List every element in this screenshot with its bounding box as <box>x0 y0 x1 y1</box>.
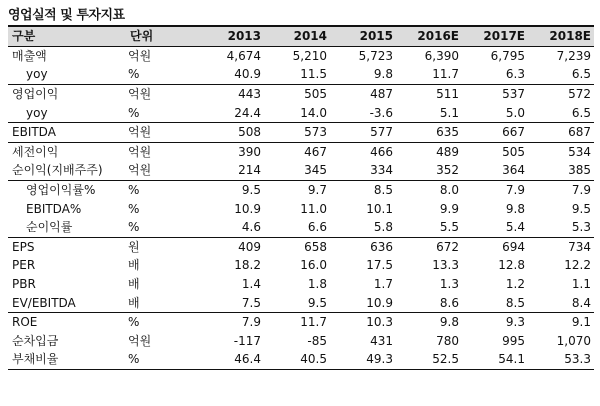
row-value: 734 <box>528 237 594 256</box>
row-value: 49.3 <box>330 350 396 369</box>
row-value: 489 <box>396 142 462 161</box>
row-value: 577 <box>330 122 396 142</box>
row-unit: % <box>126 312 198 331</box>
row-value: 1.2 <box>505 277 525 292</box>
row-value: 10.1 <box>366 201 393 216</box>
row-value: 8.5 <box>505 295 525 310</box>
row-unit: % <box>128 105 140 120</box>
row-value: 390 <box>198 142 264 161</box>
row-value: 1.7 <box>373 277 393 292</box>
row-value: 40.9 <box>234 67 261 82</box>
row-value: 334 <box>370 163 393 178</box>
row-value: 53.3 <box>528 350 594 369</box>
row-value: 12.8 <box>498 258 525 273</box>
row-value: 12.2 <box>564 258 591 273</box>
table-row <box>8 46 594 65</box>
row-value: 7.9 <box>198 312 264 331</box>
table-row <box>8 332 594 351</box>
row-label: 영업이익 <box>8 84 126 103</box>
row-value: 508 <box>198 122 264 142</box>
row-unit: 억원 <box>126 142 198 161</box>
table-row <box>8 161 594 180</box>
row-value: 7.9 <box>462 180 528 199</box>
header-year: 2014 <box>264 26 330 46</box>
row-unit: 억원 <box>128 48 152 63</box>
row-label: EPS <box>8 237 126 256</box>
row-value: 6.5 <box>571 105 591 120</box>
row-value: 11.7 <box>264 312 330 331</box>
row-unit: 억원 <box>128 163 152 178</box>
table-row <box>8 293 594 312</box>
row-value: 214 <box>238 163 261 178</box>
row-unit: % <box>128 220 140 235</box>
row-label: EBITDA <box>8 122 126 142</box>
row-label: 순이익(지배주주) <box>12 163 103 178</box>
row-unit: % <box>128 201 140 216</box>
row-label: PER <box>12 258 36 273</box>
row-value: 7,239 <box>556 48 591 63</box>
row-unit: 억원 <box>126 84 198 103</box>
row-value: 13.3 <box>432 258 459 273</box>
table-row <box>8 199 594 218</box>
row-value: 10.3 <box>330 312 396 331</box>
row-value: 385 <box>568 163 591 178</box>
table-row <box>8 237 594 256</box>
row-unit: 배 <box>128 258 140 273</box>
row-value: 6.6 <box>307 220 327 235</box>
row-value: 364 <box>502 163 525 178</box>
row-value: 443 <box>198 84 264 103</box>
table-row <box>8 180 594 199</box>
row-value: 431 <box>370 333 393 348</box>
row-label: yoy <box>26 67 48 82</box>
table-row <box>8 122 594 142</box>
row-value: 8.0 <box>396 180 462 199</box>
row-value: 5.1 <box>439 105 459 120</box>
row-value: 635 <box>396 122 462 142</box>
row-value: 52.5 <box>396 350 462 369</box>
row-value: 17.5 <box>366 258 393 273</box>
table-row <box>8 312 594 331</box>
table-body <box>8 46 594 369</box>
table-row <box>8 142 594 161</box>
row-unit: 억원 <box>128 333 152 348</box>
header-year: 2016E <box>396 26 462 46</box>
row-value: 14.0 <box>300 105 327 120</box>
header-year: 2017E <box>462 26 528 46</box>
row-value: 9.1 <box>528 312 594 331</box>
row-value: -85 <box>307 333 327 348</box>
row-value: 687 <box>528 122 594 142</box>
header-year: 2015 <box>330 26 396 46</box>
row-value: 573 <box>264 122 330 142</box>
row-value: 8.4 <box>571 295 591 310</box>
row-value: 572 <box>528 84 594 103</box>
row-value: 5.8 <box>373 220 393 235</box>
row-label: 영업이익률% <box>8 180 126 199</box>
row-value: 6.3 <box>505 67 525 82</box>
row-label: EBITDA% <box>26 201 82 216</box>
row-value: 505 <box>264 84 330 103</box>
row-value: 1.8 <box>307 277 327 292</box>
row-value: 658 <box>264 237 330 256</box>
row-value: 9.8 <box>505 201 525 216</box>
row-value: 11.0 <box>300 201 327 216</box>
table-row <box>8 218 594 237</box>
row-value: 18.2 <box>234 258 261 273</box>
row-value: 409 <box>198 237 264 256</box>
header-row <box>8 26 594 46</box>
row-value: 6,795 <box>490 48 525 63</box>
row-value: 4.6 <box>241 220 261 235</box>
header-year: 2013 <box>198 26 264 46</box>
row-value: 5,210 <box>292 48 327 63</box>
row-value: 7.9 <box>528 180 594 199</box>
row-value: 537 <box>462 84 528 103</box>
row-value: 9.7 <box>264 180 330 199</box>
row-label: ROE <box>8 312 126 331</box>
row-value: 46.4 <box>198 350 264 369</box>
row-label: yoy <box>26 105 48 120</box>
row-label: PBR <box>12 277 36 292</box>
header-unit: 단위 <box>126 26 198 46</box>
row-value: 672 <box>396 237 462 256</box>
row-value: 8.6 <box>439 295 459 310</box>
row-value: 54.1 <box>462 350 528 369</box>
row-value: 667 <box>462 122 528 142</box>
row-value: 9.9 <box>439 201 459 216</box>
table-row <box>8 350 594 369</box>
row-value: 9.8 <box>396 312 462 331</box>
financial-table <box>8 25 594 370</box>
row-unit: % <box>126 180 198 199</box>
row-value: -117 <box>233 333 261 348</box>
row-value: 4,674 <box>226 48 261 63</box>
row-value: 511 <box>396 84 462 103</box>
row-value: 1.4 <box>241 277 261 292</box>
row-unit: 원 <box>126 237 198 256</box>
row-label: EV/EBITDA <box>12 295 76 310</box>
row-value: 534 <box>528 142 594 161</box>
row-value: 487 <box>330 84 396 103</box>
table-row <box>8 256 594 275</box>
row-label: 매출액 <box>12 48 47 63</box>
row-unit: % <box>128 67 140 82</box>
row-value: 1.3 <box>439 277 459 292</box>
table-row <box>8 275 594 294</box>
row-value: 995 <box>502 333 525 348</box>
row-value: 11.5 <box>300 67 327 82</box>
row-value: -3.6 <box>369 105 393 120</box>
row-value: 9.8 <box>373 67 393 82</box>
row-value: 5.5 <box>439 220 459 235</box>
table-row <box>8 84 594 103</box>
row-value: 9.5 <box>571 201 591 216</box>
row-value: 40.5 <box>264 350 330 369</box>
row-label: 순차입금 <box>12 333 59 348</box>
row-value: 694 <box>462 237 528 256</box>
table-row <box>8 65 594 84</box>
row-value: 5.3 <box>571 220 591 235</box>
row-value: 5,723 <box>358 48 393 63</box>
row-value: 7.5 <box>241 295 261 310</box>
row-value: 467 <box>264 142 330 161</box>
row-value: 9.5 <box>307 295 327 310</box>
row-label: 순이익률 <box>26 220 73 235</box>
table-row <box>8 103 594 122</box>
row-value: 780 <box>436 333 459 348</box>
header-year: 2018E <box>528 26 594 46</box>
row-value: 352 <box>436 163 459 178</box>
row-value: 8.5 <box>330 180 396 199</box>
row-value: 345 <box>304 163 327 178</box>
row-value: 9.3 <box>462 312 528 331</box>
header-category: 구분 <box>8 26 126 46</box>
row-value: 10.9 <box>366 295 393 310</box>
row-value: 636 <box>330 237 396 256</box>
row-value: 5.0 <box>505 105 525 120</box>
row-label: 부채비율 <box>8 350 126 369</box>
row-value: 11.7 <box>432 67 459 82</box>
row-value: 5.4 <box>505 220 525 235</box>
row-value: 16.0 <box>300 258 327 273</box>
row-value: 505 <box>462 142 528 161</box>
table-title: 영업실적 및 투자지표 <box>8 8 125 23</box>
row-value: 24.4 <box>234 105 261 120</box>
row-unit: 배 <box>128 295 140 310</box>
row-unit: 배 <box>128 277 140 292</box>
row-value: 1,070 <box>556 333 591 348</box>
row-value: 9.5 <box>198 180 264 199</box>
row-value: 6,390 <box>424 48 459 63</box>
row-value: 10.9 <box>234 201 261 216</box>
row-unit: % <box>126 350 198 369</box>
row-value: 1.1 <box>571 277 591 292</box>
row-unit: 억원 <box>126 122 198 142</box>
row-label: 세전이익 <box>8 142 126 161</box>
row-value: 466 <box>330 142 396 161</box>
row-value: 6.5 <box>571 67 591 82</box>
